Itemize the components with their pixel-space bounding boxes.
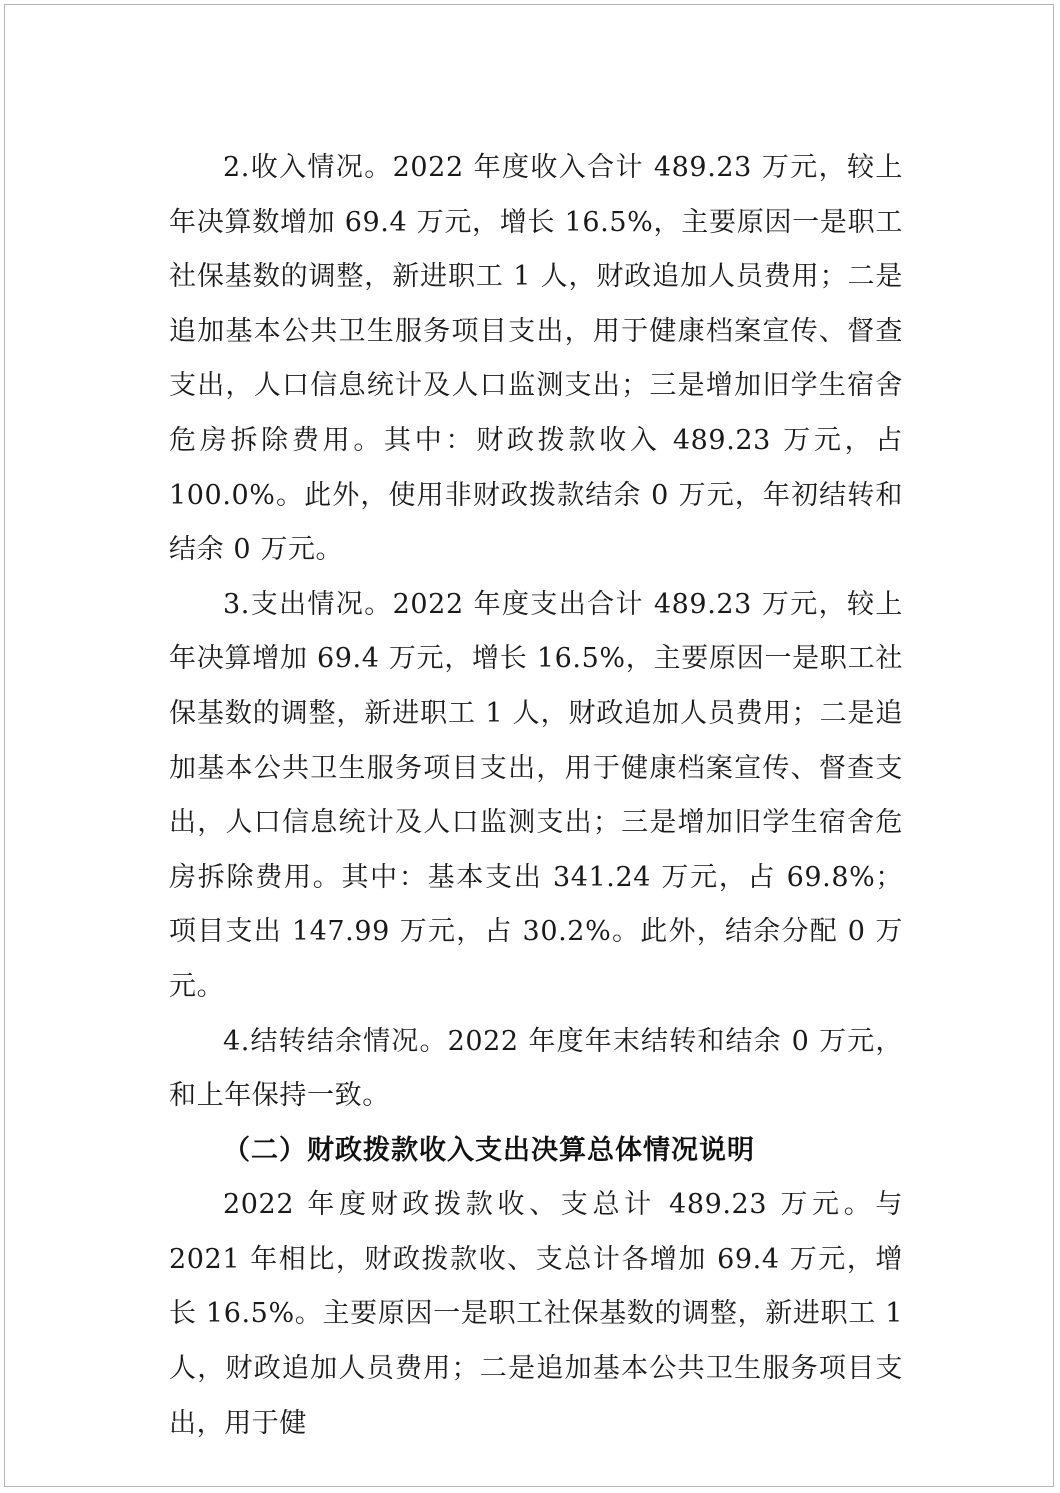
section-paragraph: 2022 年度财政拨款收、支总计 489.23 万元。与 2021 年相比，财政拨款收、支总计各增加 69.4 万元，增长 16.5%。主要原因一是职工社保基数的调整，新进职工 1 人，财政追加人员费用；二是追加基本公共卫生服务项目支出，用于健 bbox=[169, 1189, 903, 1439]
carryover-paragraph: 4.结转结余情况。2022 年度年末结转和结余 0 万元，和上年保持一致。 bbox=[169, 1025, 903, 1112]
income-paragraph: 2.收入情况。2022 年度收入合计 489.23 万元，较上年决算数增加 69.4 万元，增长 16.5%，主要原因一是职工社保基数的调整，新进职工 1 人，财政追加人员费用；二是追加基本公共卫生服务项目支出，用于健康档案宣传、督查支出，人口信息统计及人口监测支出；三是增加旧学生宿舍危房拆除费用。其中：财政拨款收入 489.23 万元，占 100.0%。此外，使用非财政拨款结余 0 万元，年初结转和结余 0 万元。 bbox=[169, 152, 903, 566]
section-heading: （二）财政拨款收入支出决算总体情况说明 bbox=[223, 1134, 755, 1166]
document-body bbox=[169, 141, 903, 1451]
document-page bbox=[4, 4, 1054, 1487]
expenditure-paragraph: 3.支出情况。2022 年度支出合计 489.23 万元，较上年决算增加 69.4 万元，增长 16.5%，主要原因一是职工社保基数的调整，新进职工 1 人，财政追加人员费用；二是追加基本公共卫生服务项目支出，用于健康档案宣传、督查支出，人口信息统计及人口监测支出；三是增加旧学生宿舍危房拆除费用。其中：基本支出 341.24 万元，占 69.8%；项目支出 147.99 万元，占 30.2%。此外，结余分配 0 万元。 bbox=[169, 588, 903, 1002]
